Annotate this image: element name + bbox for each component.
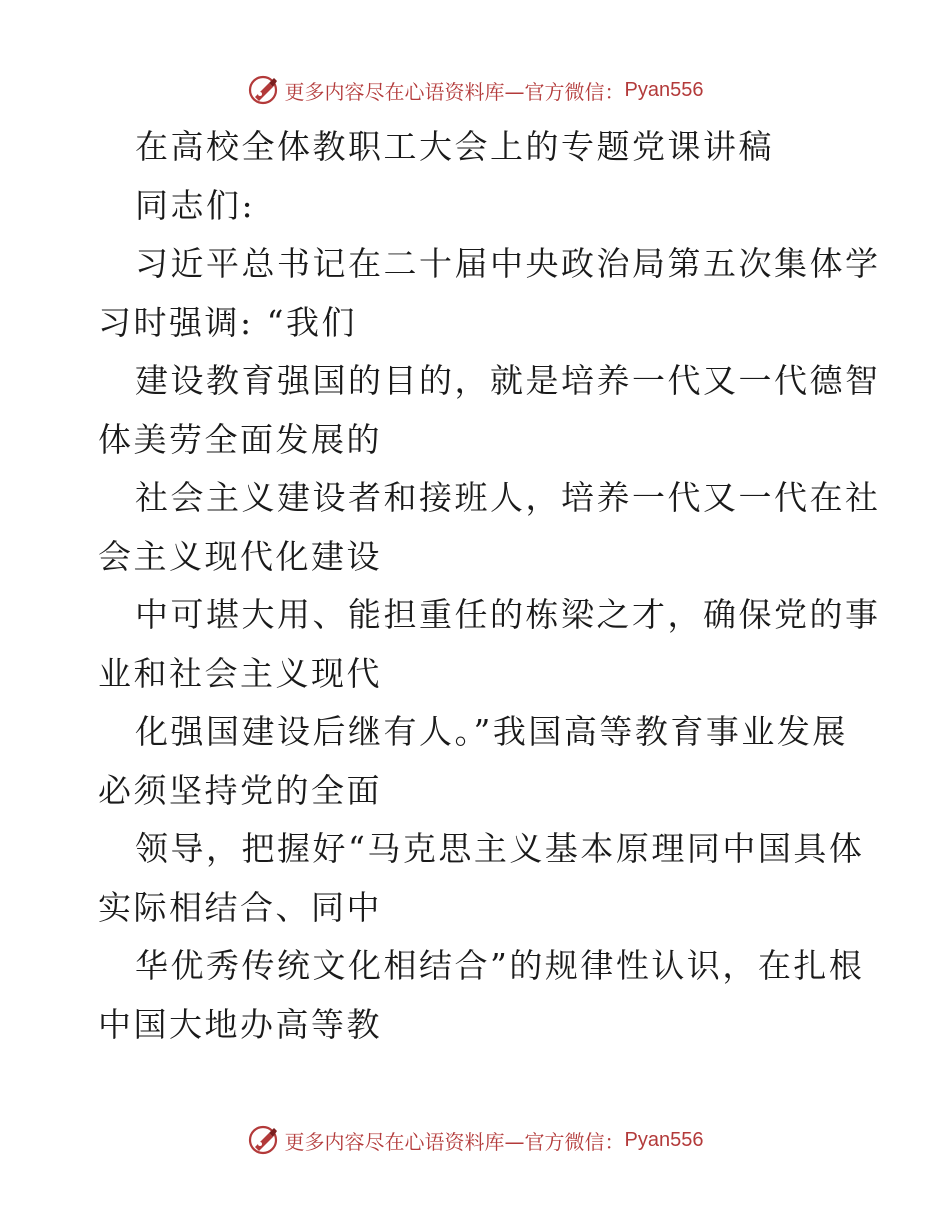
watermark-text: 更多内容尽在心语资料库—官方微信： [284, 79, 625, 104]
text-line: 习时强调: “我们 [98, 302, 357, 342]
text-line: 会主义现代化建设 [98, 536, 382, 576]
watermark-wechat-id: Pyan556 [624, 1128, 704, 1151]
text-line: 实际相结合、同中 [98, 887, 382, 927]
text-line: 社会主义建设者和接班人，培养一代又一代在社 [135, 478, 881, 517]
watermark-text: 更多内容尽在心语资料库—官方微信： [284, 1129, 625, 1154]
text-line: 中国大地办高等教 [98, 1004, 382, 1044]
watermark-wechat-id: Pyan556 [624, 78, 704, 101]
text-line: 领导，把握好“马克思主义基本原理同中国具体 [135, 829, 865, 868]
pen-logo-icon [247, 73, 281, 107]
text-line: 同志们: [135, 185, 256, 225]
text-line: 在高校全体教职工大会上的专题党课讲稿 [135, 127, 774, 166]
text-line: 建设教育强国的目的，就是培养一代又一代德智 [135, 361, 881, 400]
document-body [98, 118, 881, 1054]
text-line: 华优秀传统文化相结合”的规律性认识，在扎根 [135, 946, 865, 985]
text-line: 业和社会主义现代 [98, 653, 382, 693]
text-line: 习近平总书记在二十届中央政治局第五次集体学 [135, 244, 881, 283]
text-line: 必须坚持党的全面 [98, 770, 382, 810]
text-line: 体美劳全面发展的 [98, 419, 382, 459]
text-line: 中可堪大用、能担重任的栋梁之才，确保党的事 [135, 595, 881, 634]
pen-logo-icon [247, 1123, 281, 1157]
header-watermark [0, 70, 950, 110]
text-line: 化强国建设后继有人。”我国高等教育事业发展 [135, 712, 848, 751]
footer-watermark [0, 1120, 950, 1160]
